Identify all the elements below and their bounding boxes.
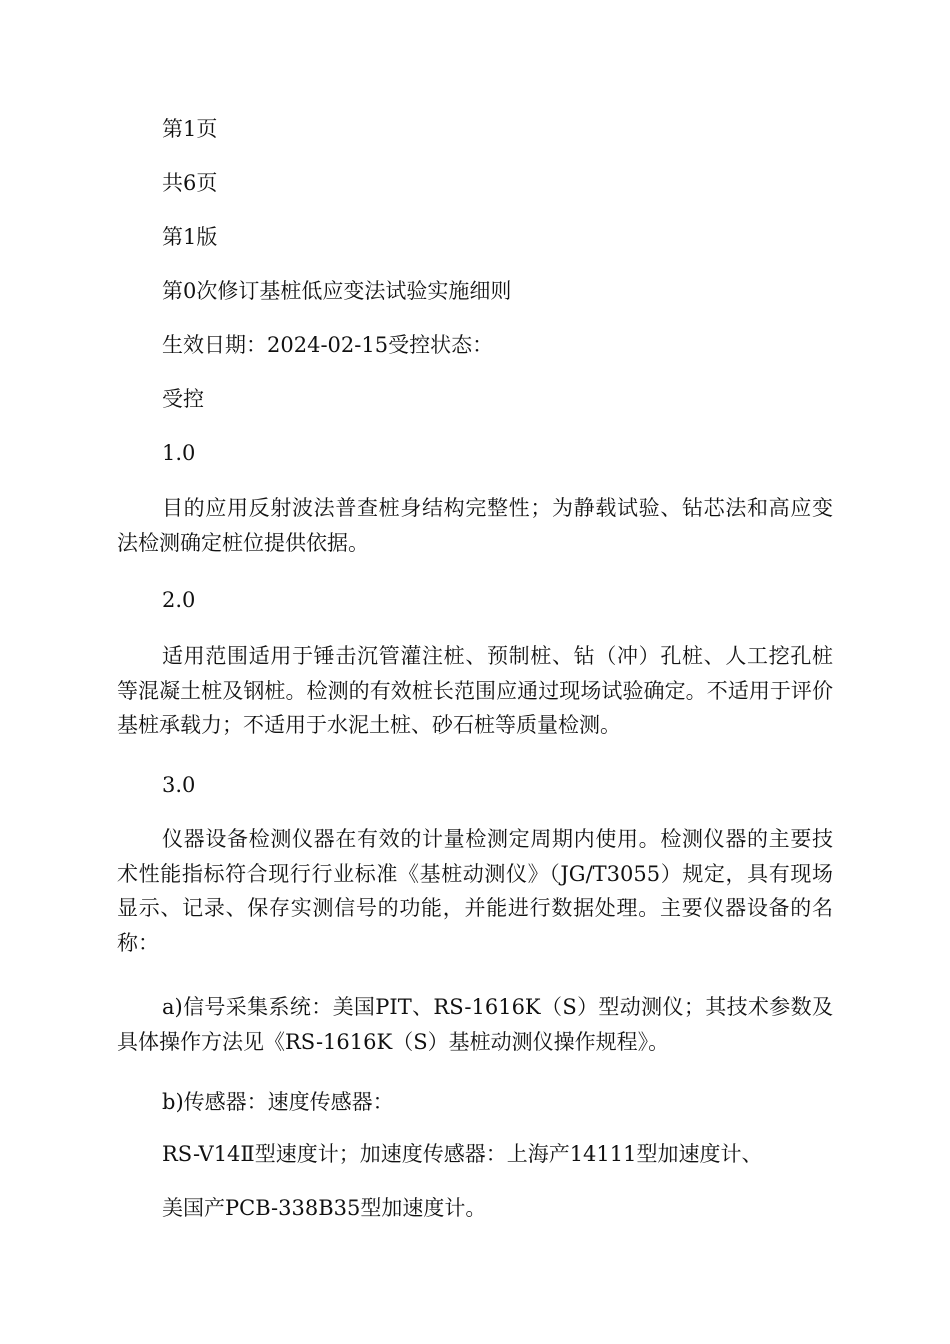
- section-number: 1.0: [162, 441, 196, 465]
- section-number: 3.0: [162, 773, 196, 797]
- item-a-signal-system: a)信号采集系统：美国PIT、RS-1616K（S）型动测仪；其技术参数及具体操作方法见《RS-1616K（S）基桩动测仪操作规程》。: [117, 995, 833, 1054]
- section-equipment: 仪器设备检测仪器在有效的计量检测定周期内使用。检测仪器的主要技术性能指标符合现行行业标准《基桩动测仪》（JG/T3055）规定，具有现场显示、记录、保存实测信号的功能，并能进行数据处理。主要仪器设备的名称：: [117, 827, 833, 955]
- control-state: 受控: [162, 387, 204, 411]
- section-purpose: 目的应用反射波法普查桩身结构完整性；为静载试验、钻芯法和高应变法检测确定桩位提供依据。: [117, 496, 833, 555]
- item-b-sensors: b)传感器：速度传感器：: [162, 1090, 394, 1114]
- section-scope: 适用范围适用于锤击沉管灌注桩、预制桩、钻（冲）孔桩、人工挖孔桩等混凝土桩及钢桩。检测的有效桩长范围应通过现场试验确定。不适用于评价基桩承载力；不适用于水泥土桩、砂石桩等质量检测。: [117, 644, 833, 737]
- edition: 第1版: [162, 225, 218, 249]
- section-number: 2.0: [162, 588, 196, 612]
- page-number: 第1页: [162, 117, 218, 141]
- item-b-line-2: 美国产PCB-338B35型加速度计。: [162, 1196, 487, 1220]
- revision-title: 第0次修订基桩低应变法试验实施细则: [162, 279, 512, 303]
- page-total: 共6页: [162, 171, 218, 195]
- effective-date: 生效日期：2024-02-15受控状态：: [162, 333, 494, 357]
- item-b-line-1: RS-V14Ⅱ型速度计；加速度传感器：上海产14111型加速度计、: [162, 1142, 763, 1166]
